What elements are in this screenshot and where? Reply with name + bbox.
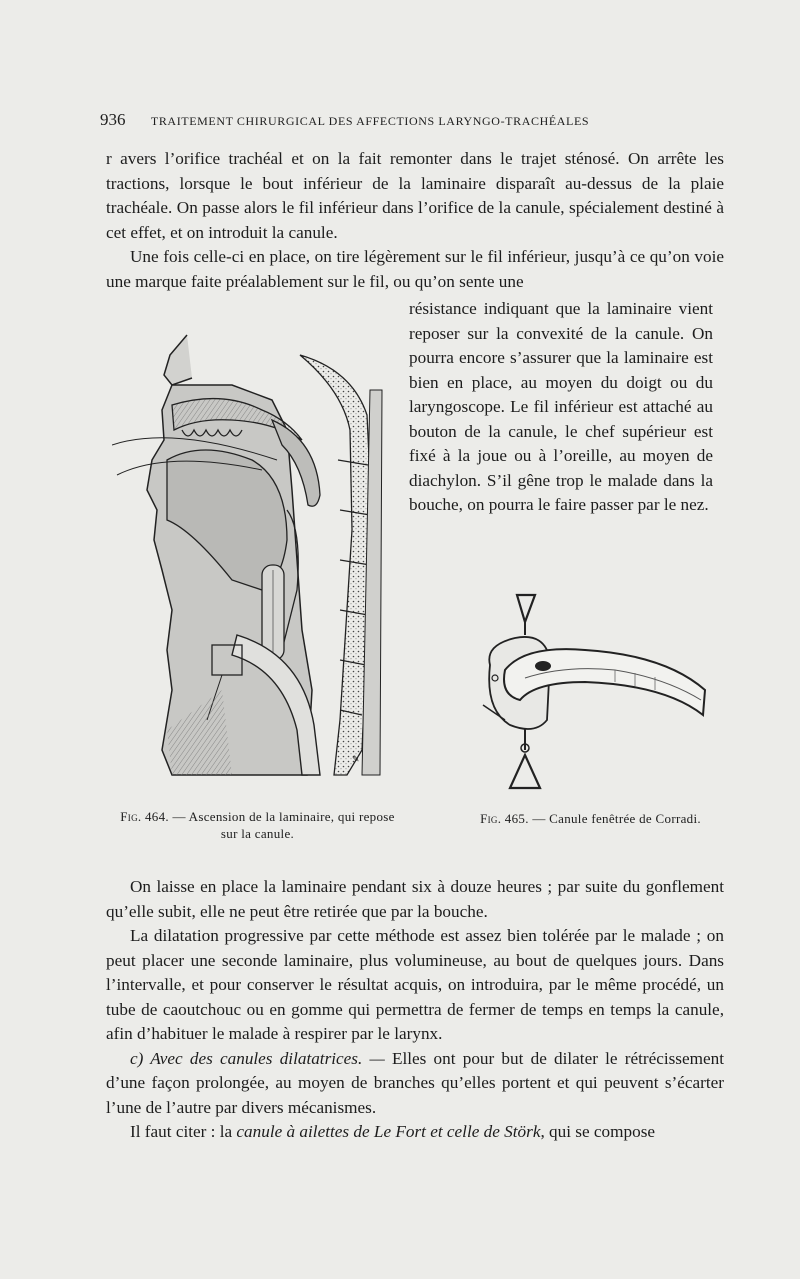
paragraph-6	[106, 1120, 724, 1145]
figure-464-caption	[115, 808, 400, 842]
text-block-top	[106, 147, 724, 294]
page-number: 936	[100, 110, 126, 129]
paragraph-2: Une fois celle-ci en place, on tire légèrement sur le fil inférieur, jusqu’à ce qu’on voie une marque faite préalablement sur le fil, ou qu’on sente une	[106, 247, 724, 291]
figure-464-illustration	[112, 330, 392, 780]
paragraph-6-start: Il faut citer : la	[130, 1122, 237, 1141]
paragraph-1: r avers l’orifice trachéal et on la fait remonter dans le trajet sténosé. On arrête les tractions, lorsque le bout inférieur de la laminaire disparaît au-dessus de la plaie trachéale. On passe alors le fil inférieur dans l’orifice de la canule, spécialement destiné à cet effet, et on introduit la canule.	[106, 149, 724, 242]
figure-465-label: Fig. 465.	[480, 811, 529, 826]
text-block-side	[409, 297, 713, 518]
figure-464-label: Fig. 464.	[120, 809, 169, 824]
figure-464-caption-text: — Ascension de la laminaire, qui repose sur la canule.	[172, 809, 395, 841]
paragraph-6-italic: canule à ailettes de Le Fort et celle de Störk	[236, 1122, 541, 1141]
paragraph-3: On laisse en place la laminaire pendant six à douze heures ; par suite du gonflement qu’elle subit, elle ne peut être retirée que par la bouche.	[106, 877, 724, 921]
paragraph-4: La dilatation progressive par cette méthode est assez bien tolérée par le malade ; on peut placer une seconde laminaire, plus volumineuse, au bout de quelques jours. Dans l’intervalle, et pour conserver le résultat acquis, on introduira, par le même procédé, un tube de caoutchouc ou en gomme qui permettra de fermer de temps en temps la canule, afin d’habituer le malade à respirer par le larynx.	[106, 926, 724, 1043]
running-header	[100, 110, 730, 130]
svg-text:✎: ✎	[352, 754, 360, 764]
paragraph-6-end: , qui se compose	[540, 1122, 656, 1141]
figure-465-caption-text: — Canule fenêtrée de Corradi.	[532, 811, 701, 826]
figure-465-illustration	[465, 590, 715, 795]
paragraph-5	[106, 1047, 724, 1121]
paragraph-2-continued: résistance indiquant que la laminaire vient reposer sur la convexité de la canule. On pourra encore s’assurer que la laminaire est bien en place, au moyen du doigt ou du laryngoscope. Le fil inférieur est attaché au bouton de la canule, le chef supérieur est fixé à la joue ou à l’oreille, au moyen de diachylon. S’il gêne trop le malade dans la bouche, on pourra le faire passer par le nez.	[409, 299, 713, 514]
paragraph-5-heading: c) Avec des canules dilatatrices. —	[130, 1048, 385, 1068]
text-block-bottom	[106, 875, 724, 1145]
paragraph-5-text: Elles ont pour but de dilater le rétrécissement d’une façon prolongée, au moyen de branches qu’elles portent et qui peuvent s’écarter l’une de l’autre par divers mécanismes.	[106, 1048, 724, 1117]
figure-465-caption	[478, 810, 703, 827]
running-title: TRAITEMENT CHIRURGICAL DES AFFECTIONS LARYNGO-TRACHÉALES	[150, 114, 590, 128]
